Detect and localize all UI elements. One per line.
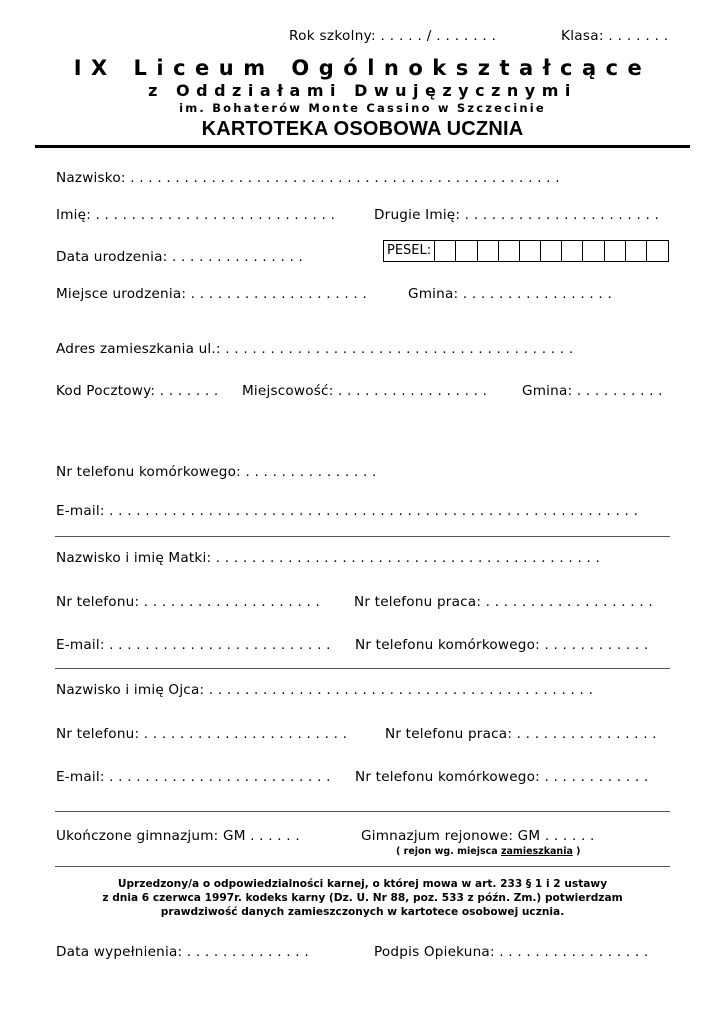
school-year-field: Rok szkolny: . . . . . / . . . . . . . [289,28,497,44]
section-divider [55,536,670,537]
class-field: Klasa: . . . . . . . [561,28,669,44]
birth-date-field[interactable]: Data urodzenia: . . . . . . . . . . . . . . . [56,249,304,265]
surname-field[interactable]: Nazwisko: . . . . . . . . . . . . . . . . . . . . . . . . . . . . . . . . . . . . . . . . . . . . . . . . [56,170,560,186]
school-patron: im. Bohaterów Monte Cassino w Szczecinie [179,101,546,115]
father-email-field[interactable]: E-mail: . . . . . . . . . . . . . . . . . . . . . . . . . [56,769,331,785]
declaration-line-3: prawdziwość danych zamieszczonych w kartotece osobowej ucznia. [160,906,565,918]
postal-code-field[interactable]: Kod Pocztowy: . . . . . . . [56,383,219,399]
pesel-label: PESEL: [384,241,435,261]
section-divider [55,866,670,867]
guardian-signature-field[interactable]: Podpis Opiekuna: . . . . . . . . . . . . . . . . . [374,944,649,960]
district-gymnasium-field[interactable]: Gimnazjum rejonowe: GM . . . . . . [361,828,595,844]
second-name-field[interactable]: Drugie Imię: . . . . . . . . . . . . . . . . . . . . . . [374,207,660,223]
mother-work-phone-field[interactable]: Nr telefonu praca: . . . . . . . . . . . . . . . . . . . [354,594,653,610]
pesel-digit-cell[interactable] [478,241,499,261]
header-divider [35,145,690,148]
mother-email-field[interactable]: E-mail: . . . . . . . . . . . . . . . . . . . . . . . . . [56,637,331,653]
city-field[interactable]: Miejscowość: . . . . . . . . . . . . . . . . . [242,383,488,399]
pesel-digit-cell[interactable] [562,241,583,261]
finished-gymnasium-field[interactable]: Ukończone gimnazjum: GM . . . . . . [56,828,300,844]
district-note-text: ( rejon wg. miejsca [396,846,501,857]
section-divider [55,668,670,669]
birth-place-field[interactable]: Miejsce urodzenia: . . . . . . . . . . . . . . . . . . . . [56,286,367,302]
district-note-underlined: zamieszkania [500,846,573,857]
pesel-digit-cell[interactable] [541,241,562,261]
declaration-line-1: Uprzedzony/a o odpowiedzialności karnej, o której mowa w art. 233 § 1 i 2 ustawy [117,878,608,890]
pesel-digit-cell[interactable] [520,241,541,261]
father-work-phone-field[interactable]: Nr telefonu praca: . . . . . . . . . . . . . . . . [385,726,657,742]
mother-phone-field[interactable]: Nr telefonu: . . . . . . . . . . . . . . . . . . . . [56,594,321,610]
mother-mobile-field[interactable]: Nr telefonu komórkowego: . . . . . . . . . . . . [355,637,649,653]
pesel-digit-cell[interactable] [435,241,456,261]
pesel-digit-cell[interactable] [583,241,604,261]
pesel-digit-cell[interactable] [605,241,626,261]
birth-commune-field[interactable]: Gmina: . . . . . . . . . . . . . . . . . [408,286,612,302]
father-mobile-field[interactable]: Nr telefonu komórkowego: . . . . . . . . . . . . [355,769,649,785]
father-phone-field[interactable]: Nr telefonu: . . . . . . . . . . . . . . . . . . . . . . . [56,726,348,742]
section-divider [55,811,670,812]
mother-name-field[interactable]: Nazwisko i imię Matki: . . . . . . . . . . . . . . . . . . . . . . . . . . . . . . . . . . . . . . . . . . . [56,550,601,566]
pesel-box[interactable] [383,240,669,262]
address-street-field[interactable]: Adres zamieszkania ul.: . . . . . . . . . . . . . . . . . . . . . . . . . . . . . . . . . . . . . . . [56,341,574,357]
district-note-end: ) [572,846,581,857]
district-note [396,846,581,857]
form-title: KARTOTEKA OSOBOWA UCZNIA [201,118,524,140]
student-mobile-field[interactable]: Nr telefonu komórkowego: . . . . . . . . . . . . . . . [56,464,377,480]
pesel-digit-cell[interactable] [626,241,647,261]
pesel-digit-cell[interactable] [499,241,520,261]
commune-field[interactable]: Gmina: . . . . . . . . . . [522,383,663,399]
pesel-digit-cell[interactable] [647,241,668,261]
school-name: IX Liceum Ogólnokształcące [73,56,652,80]
pesel-digit-cell[interactable] [456,241,477,261]
fill-date-field[interactable]: Data wypełnienia: . . . . . . . . . . . . . . [56,944,309,960]
school-subtitle: z Oddziałami Dwujęzycznymi [148,81,577,100]
first-name-field[interactable]: Imię: . . . . . . . . . . . . . . . . . . . . . . . . . . . [56,207,336,223]
student-email-field[interactable]: E-mail: . . . . . . . . . . . . . . . . . . . . . . . . . . . . . . . . . . . . . . . . . . . . . . . . . . . . . . . . . . . [56,503,639,519]
father-name-field[interactable]: Nazwisko i imię Ojca: . . . . . . . . . . . . . . . . . . . . . . . . . . . . . . . . . . . . . . . . . . . [56,682,594,698]
declaration-line-2: z dnia 6 czerwca 1997r. kodeks karny (Dz. U. Nr 88, poz. 533 z późn. Zm.) potwierdzam [102,892,623,904]
